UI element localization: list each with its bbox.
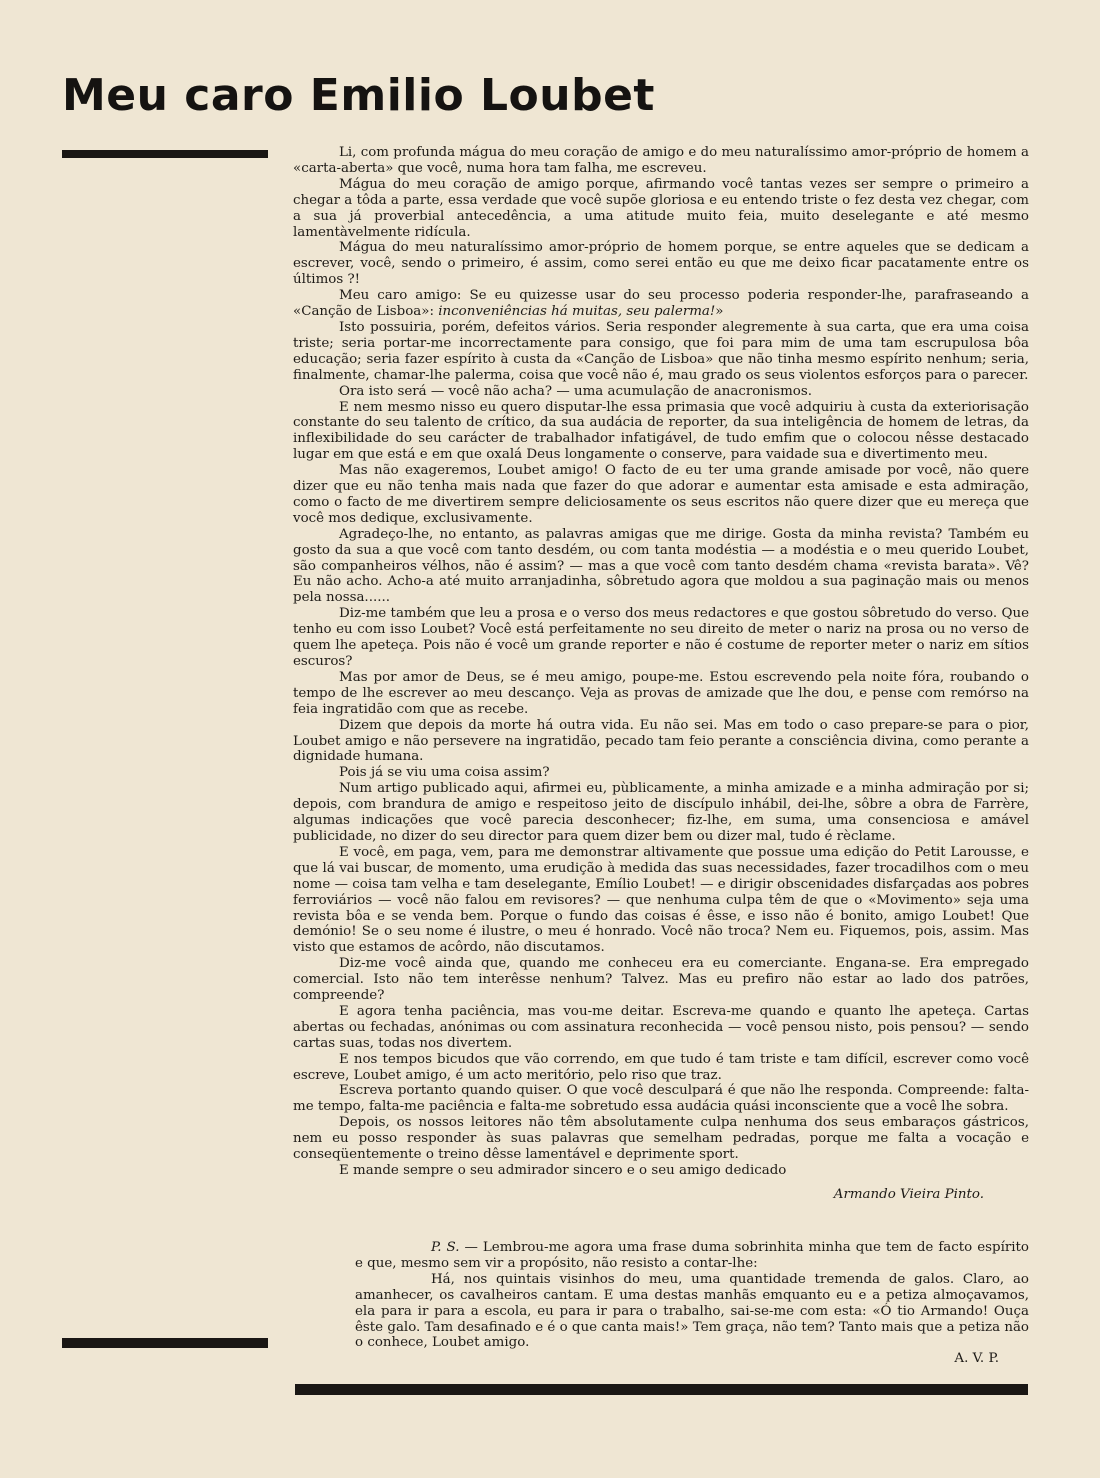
ps-intro xyxy=(355,1240,1029,1272)
paragraph: Depois, os nossos leitores não têm absolutamente culpa nenhuma dos seus embaraços gástricos, nem eu posso responder às suas palavras que semelham pedradas, porque me falta a vocação e conseqüentemente o treino dêsse lamentável e deprimente sport. xyxy=(293,1115,1029,1163)
paragraph: Mas não exageremos, Loubet amigo! O facto de eu ter uma grande amisade por você, não quere dizer que eu não tenha mais nada que fazer do que adorar e aumentar esta amisade e esta admiração, como o facto de me divertirem sempre deliciosamente os seus escritos não quere dizer que eu mereça que você mos dedique, exclusivamente. xyxy=(293,463,1029,526)
page-title: Meu caro Emilio Loubet xyxy=(62,70,655,121)
paragraph-lead: Meu caro amigo: Se eu quizesse usar do seu processo poderia responder-lhe, parafraseando a «Canção de Lisboa»: xyxy=(293,288,1029,320)
paragraph: Ora isto será — você não acha? — uma acumulação de anacronismos. xyxy=(339,383,812,399)
paragraph: Pois já se viu uma coisa assim? xyxy=(339,765,550,781)
paragraph: E você, em paga, vem, para me demonstrar altivamente que possue uma edição do Petit Larousse, e que lá vai buscar, de momento, uma erudição à medida das suas necessidades, fazer trocadilhos com o meu nome — coisa tam velha e tam deselegante, Emílio Loubet! — e dirigir obscenidades disfarçadas aos pobres ferroviários — você não falou em revisores? — que nenhuma culpa têm de que o «Movimento» seja uma revista bôa e se venda bem. Porque o fundo das coisas é êsse, e isso não é bonito, amigo Loubet! Que demónio! Se o seu nome é ilustre, o meu é honrado. Você não troca? Nem eu. Fiquemos, pois, assim. Mas visto que estamos de acôrdo, não discutamos. xyxy=(293,844,1029,956)
ps-story: Há, nos quintais visinhos do meu, uma quantidade tremenda de galos. Claro, ao amanhecer, os cavalheiros cantam. E uma destas manhãs emquanto eu e a petiza almoçavamos, ela para ir para a escola, eu para ir para o trabalho, sai-se-me com esta: «Ó tio Armando! Ouça êste galo. Tam desafinado e é o que canta mais!» Tem graça, não tem? Tanto mais que a petiza não o conhece, Loubet amigo. xyxy=(355,1271,1029,1351)
ps-intro-text: — Lembrou-me agora uma frase duma sobrinhita minha que tem de facto espírito e que, mesmo sem vir a propósito, não resisto a contar-lhe: xyxy=(355,1240,1029,1271)
postscript xyxy=(355,1240,1029,1367)
decorative-rule-top xyxy=(62,150,268,158)
decorative-rule-bottom xyxy=(295,1384,1028,1395)
paragraph: E nos tempos bicudos que vão correndo, em que tudo é tam triste e tam difícil, escrever como você escreve, Loubet amigo, é um acto meritório, pelo riso que traz. xyxy=(293,1051,1029,1083)
paragraph: Agradeço-lhe, no entanto, as palavras amigas que me dirige. Gosta da minha revista? Também eu gosto da sua a que você com tanto desdém, ou com tanta modéstia — a modéstia e o meu querido Loubet, são companheiros vélhos, não é assim? — mas a que você com tanto desdém chama «revista barata». Vê? Eu não acho. Acho-a até muito arranjadinha, sôbretudo agora que moldou a sua paginação mais ou menos pela nossa...... xyxy=(293,526,1029,606)
paragraph: Mágua do meu naturalíssimo amor-próprio de homem porque, se entre aqueles que se dedicam a escrever, você, sendo o primeiro, é assim, como serei então eu que me deixo ficar pacatamente entre os últimos ?! xyxy=(293,240,1029,288)
paragraph: E nem mesmo nisso eu quero disputar-lhe essa primasia que você adquiriu à custa da exteriorisação constante do seu talento de crítico, da sua audácia de reporter, da sua inteligência de homem de letras, da inflexibilidade do seu carácter de trabalhador infatigável, de tudo emfim que o colocou nêsse destacado lugar em que está e em que oxalá Deus longamente o conserve, para vaidade sua e divertimento meu. xyxy=(293,399,1029,463)
paragraph: Dizem que depois da morte há outra vida. Eu não sei. Mas em todo o caso prepare-se para o pior, Loubet amigo e não persevere na ingratidão, pecado tam feio perante a consciência divina, como perante a dignidade humana. xyxy=(293,717,1029,765)
paragraph: Diz-me você ainda que, quando me conheceu era eu comerciante. Engana-se. Era empregado comercial. Isto não tem interêsse nenhum? Talvez. Mas eu prefiro não estar ao lado dos patrões, compreende? xyxy=(293,956,1029,1004)
paragraph: Isto possuiria, porém, defeitos vários. Seria responder alegremente à sua carta, que era uma coisa triste; seria portar-me incorrectamente para consigo, que foi para mim de uma tam escrupulosa bôa educação; seria fazer espírito à custa da «Canção de Lisboa» que não tinha mesmo espírito nenhum; seria, finalmente, chamar-lhe palerma, coisa que você não é, mau grado os seus violentos esforços para o parecer. xyxy=(293,319,1029,383)
ps-label: P. S. xyxy=(431,1240,460,1255)
paragraph: Mágua do meu coração de amigo porque, afirmando você tantas vezes ser sempre o primeiro a chegar a tôda a parte, essa verdade que você supõe gloriosa e eu entendo triste o fez desta vez chegar, com a sua já proverbial antecedência, a uma atitude muito feia, muito deselegante e até mesmo lamentàvelmente ridícula. xyxy=(293,176,1029,240)
paragraph: E agora tenha paciência, mas vou-me deitar. Escreva-me quando e quanto lhe apeteça. Cartas abertas ou fechadas, anónimas ou com assinatura reconhecida — você pensou nisto, pois pensou? — sendo cartas suas, todas nos divertem. xyxy=(293,1003,1029,1051)
paragraph-caro-amigo xyxy=(293,288,1029,320)
decorative-rule-bottom-left xyxy=(62,1338,268,1348)
ps-initials: A. V. P. xyxy=(954,1351,999,1367)
signature: Armando Vieira Pinto. xyxy=(833,1186,984,1202)
paragraph: Diz-me também que leu a prosa e o verso dos meus redactores e que gostou sôbretudo do verso. Que tenho eu com isso Loubet? Você está perfeitamente no seu direito de meter o nariz na prosa ou no verso de quem lhe apeteça. Pois não é você um grande reporter e não é costume de reporter meter o nariz em sítios escuros? xyxy=(293,606,1029,669)
quote-close: » xyxy=(715,304,724,320)
italic-quote: inconveniências há muitas, seu palerma! xyxy=(438,304,716,320)
paragraph: Escreva portanto quando quiser. O que você desculpará é que não lhe responda. Compreende: falta-me tempo, falta-me paciência e falta-me sobretudo essa audácia quási inconsciente que a você lhe sobra. xyxy=(293,1083,1029,1115)
article-body xyxy=(293,145,1029,1203)
paragraph: E mande sempre o seu admirador sincero e o seu amigo dedicado xyxy=(339,1163,787,1178)
paragraph: Li, com profunda mágua do meu coração de amigo e do meu naturalíssimo amor-próprio de homem a «carta-aberta» que você, numa hora tam falha, me escreveu. xyxy=(293,145,1029,176)
paragraph: Mas por amor de Deus, se é meu amigo, poupe-me. Estou escrevendo pela noite fóra, roubando o tempo de lhe escrever ao meu descanço. Veja as provas de amizade que lhe dou, e pense com remórso na feia ingratidão com que as recebe. xyxy=(293,669,1029,717)
paragraph: Num artigo publicado aqui, afirmei eu, pùblicamente, a minha amizade e a minha admiração por si; depois, com brandura de amigo e respeitoso jeito de discípulo inhábil, dei-lhe, sôbre a obra de Farrère, algumas indicações que você parecia desconhecer; fiz-lhe, em suma, uma consenciosa e amável publicidade, no dizer do seu director para quem dizer bem ou dizer mal, tudo é rèclame. xyxy=(293,781,1029,844)
